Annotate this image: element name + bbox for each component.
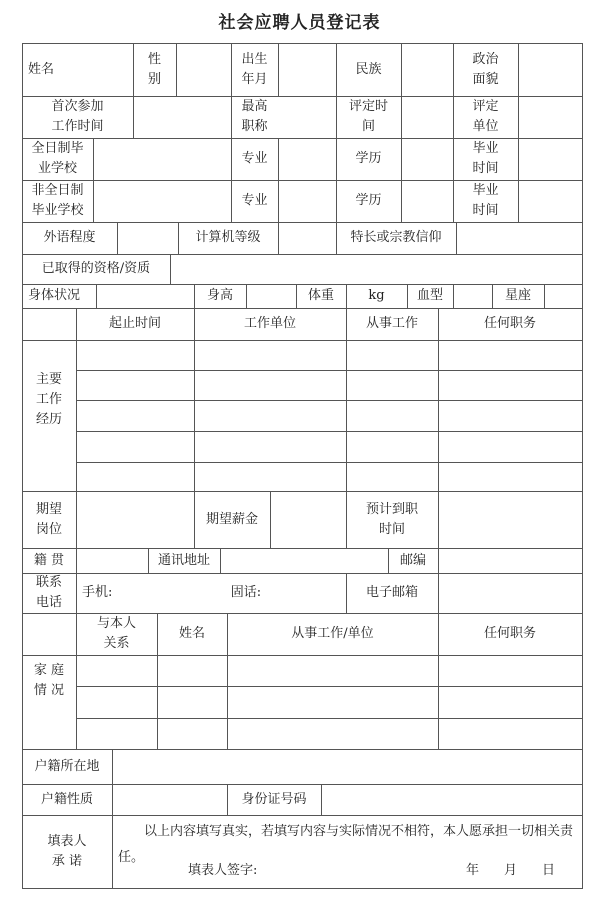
- address-label: 通讯地址: [157, 552, 210, 568]
- postcode-label: 邮编: [399, 552, 426, 568]
- grid-line: [22, 491, 583, 492]
- political-label: 政治 面貌: [472, 51, 499, 87]
- pledge-text: 以上内容填写真实，若填写内容与实际情况不相符，本人愿承担一切相关责任。: [118, 824, 574, 865]
- eval-unit-label: 评定 单位: [472, 99, 499, 134]
- grad-time-label: 毕业 时间: [472, 141, 499, 176]
- grid-line: [76, 431, 583, 432]
- date-year: 年: [466, 863, 480, 878]
- grid-line: [22, 548, 583, 549]
- grid-line: [401, 138, 402, 223]
- fulltime-school-label: 全日制毕 业学校: [31, 141, 84, 176]
- grad-time2-label: 毕业 时间: [472, 183, 499, 218]
- ethnicity-label: 民族: [355, 61, 382, 77]
- eval-time-label: 评定时 间: [348, 99, 388, 134]
- grid-line: [76, 718, 583, 719]
- weight-label: 体重: [307, 288, 334, 303]
- pledge-label: 填表人 承 诺: [47, 833, 87, 869]
- constellation-label: 星座: [504, 288, 531, 303]
- grid-line: [582, 43, 583, 889]
- grid-line: [220, 548, 221, 574]
- grid-line: [76, 370, 583, 371]
- signature-label: 填表人签字:: [188, 863, 258, 878]
- grid-line: [76, 686, 583, 687]
- birth-label: 出生 年月: [241, 51, 268, 87]
- height-label: 身高: [206, 288, 233, 303]
- top-title-label: 最高 职称: [241, 99, 268, 134]
- degree2-label: 学历: [355, 193, 382, 208]
- grid-line: [76, 308, 77, 549]
- grid-line: [76, 462, 583, 463]
- landline-label: 固话:: [230, 585, 262, 600]
- grid-line: [438, 548, 439, 574]
- grid-line: [22, 655, 583, 656]
- household-type-label: 户籍性质: [40, 791, 93, 807]
- grid-line: [76, 400, 583, 401]
- name-label: 姓名: [28, 61, 55, 77]
- contact-phone-label: 联系 电话: [35, 575, 62, 610]
- health-label: 身体状况: [28, 288, 81, 303]
- email-label: 电子邮箱: [365, 585, 418, 600]
- expected-post-label: 期望 岗位: [35, 501, 62, 537]
- degree-label: 学历: [355, 151, 382, 166]
- date-day: 日: [542, 863, 556, 878]
- work-history-label: 主要 工作 经历: [35, 371, 62, 427]
- position-label: 任何职务: [483, 316, 536, 331]
- grid-line: [518, 138, 519, 223]
- grid-line: [518, 43, 519, 139]
- grid-line: [176, 43, 177, 97]
- grid-line: [112, 749, 113, 889]
- grid-line: [246, 284, 247, 309]
- grid-line: [96, 284, 97, 309]
- major2-label: 专业: [241, 193, 268, 208]
- grid-line: [438, 491, 439, 549]
- family-label: 家 庭 情 况: [33, 663, 65, 698]
- grid-line: [22, 888, 583, 889]
- work-role-label: 从事工作: [365, 316, 418, 331]
- work-unit-label: 工作单位: [243, 316, 296, 331]
- major-label: 专业: [241, 151, 268, 166]
- native-place-label: 籍 贯: [33, 552, 65, 568]
- grid-line: [117, 222, 118, 255]
- grid-line: [22, 340, 583, 341]
- qualification-label: 已取得的资格/资质: [41, 261, 151, 276]
- grid-line: [453, 284, 454, 309]
- family-position-label: 任何职务: [483, 626, 536, 641]
- household-place-label: 户籍所在地: [34, 758, 100, 774]
- period-label: 起止时间: [108, 316, 161, 331]
- mobile-label: 手机:: [82, 585, 113, 600]
- expected-salary-label: 期望薪金: [205, 511, 258, 527]
- grid-line: [278, 43, 279, 97]
- parttime-school-label: 非全日制 毕业学校: [31, 183, 84, 218]
- grid-line: [321, 784, 322, 816]
- blood-label: 血型: [416, 288, 443, 303]
- grid-line: [278, 222, 279, 255]
- specialty-label: 特长或宗教信仰: [350, 230, 442, 245]
- computer-label: 计算机等级: [195, 230, 261, 245]
- family-work-label: 从事工作/单位: [291, 626, 374, 641]
- expected-arrival-label: 预计到职 时间: [365, 501, 418, 537]
- relation-label: 与本人 关系: [96, 616, 136, 651]
- grid-line: [438, 573, 439, 614]
- grid-line: [170, 254, 171, 285]
- foreign-lang-label: 外语程度: [43, 230, 96, 245]
- first-work-label: 首次参加 工作时间: [51, 99, 104, 134]
- grid-line: [93, 138, 94, 223]
- kg-label: kg: [368, 288, 385, 303]
- family-name-label: 姓名: [178, 626, 205, 641]
- grid-line: [456, 222, 457, 255]
- grid-line: [270, 491, 271, 549]
- grid-line: [76, 548, 77, 574]
- gender-label: 性 别: [147, 51, 161, 87]
- form-title: 社会应聘人员登记表: [218, 13, 381, 33]
- grid-line: [278, 138, 279, 223]
- grid-line: [401, 43, 402, 139]
- grid-line: [544, 284, 545, 309]
- id-number-label: 身份证号码: [241, 791, 307, 807]
- date-month: 月: [504, 863, 518, 878]
